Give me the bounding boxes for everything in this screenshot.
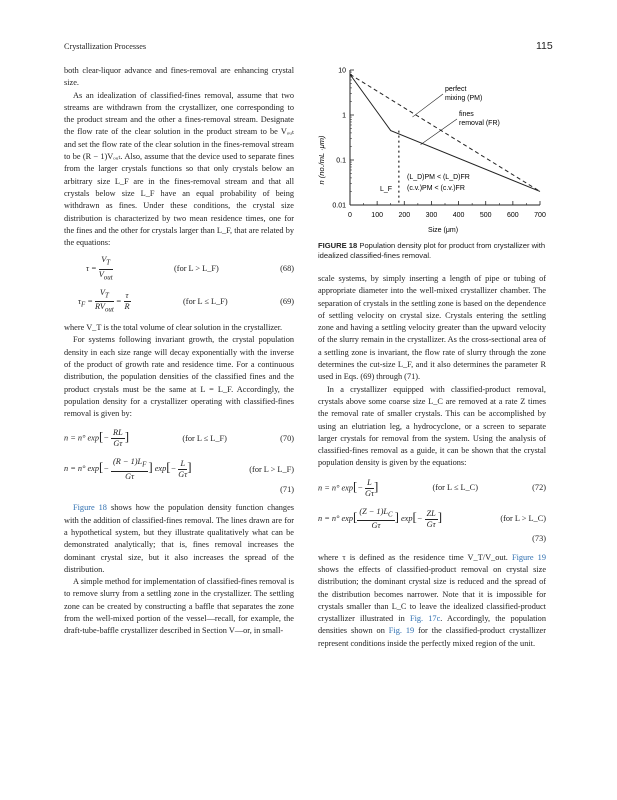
pm-leader-line — [412, 94, 443, 117]
fr-leader-line — [421, 119, 457, 145]
label-fines-removal-1: fines — [459, 111, 474, 118]
eq-condition: (for L > L_F) — [249, 464, 294, 474]
paragraph: As an idealization of classified-fines removal, assume that two streams are withdrawn from the crystallizer, one corresponding to the product stream and the other a fines-removal stream. Designate the flow rate of the clear solution in the product stream to be Vₒᵤₜ and set the flow rate of the clear solution in the fines-removal stream to be (R − 1)Vₒᵤₜ. Also, assume that the device used to separate fines from the larger crystals functions so that only crystals below an arbitrary size L_F are in the fines-removal stream and that all crystals below size L_F have an equal probability of being withdrawn as fines. Under these conditions, the crystal size distribution is characterized by two mean residence times, one for the fines and the other for crystals larger than L_F, that are related by the equations: — [64, 90, 294, 248]
eq-condition: (for L > L_F) — [174, 264, 219, 274]
ineq-cv: (c.v.)PM < (c.v.)FR — [407, 185, 465, 192]
right-column — [318, 273, 546, 650]
eq-number: (69) — [280, 296, 294, 306]
page-number: 115 — [536, 40, 553, 52]
x-tick-label: 300 — [425, 212, 438, 219]
paragraph: In a crystallizer equipped with classified-product removal, crystals above some coarse size L_C are removed at a rate Z times the removal rate of smaller crystals. This can be accomplished by using an elutriation leg, a hydrocyclone, or a screen to separate larger crystals for removal from the system. Using the analysis of classified-fines removal as a guide, it can be shown that the crystal population density is given by the equations: — [318, 384, 546, 468]
ineq-ld: (L_D)PM < (L_D)FR — [407, 174, 470, 181]
label-lf: L_F — [380, 186, 393, 193]
eq-condition: (for L > L_C) — [500, 513, 546, 523]
figure-19-link[interactable]: Figure 19 — [511, 552, 546, 562]
figure-18 — [318, 60, 553, 260]
paragraph: both clear-liquor advance and fines-removal are enhancing crystal size. — [64, 66, 294, 88]
paragraph: For systems following invariant growth, the crystal population density in each size range will decay exponentially with the inverse of the product of growth rate and residence time. For a continuous distribution, the population densities of the classified fines and the product crystals must be the same at L = L_F. Accordingly, the population density for a crystallizer operating with classified-fines removal is given by: — [64, 335, 294, 419]
paragraph: shows how the population density function changes with the addition of classified-fines removal. The lines drawn are for a hypothetical system, but they illustrate qualitatively what can be demonstrated analytically; that is, fines removal increases the dominant crystal size, but it also increases the spread of the distribution. — [64, 503, 294, 574]
y-tick-label: 0.1 — [336, 157, 346, 165]
equation-71: n = n° exp[− $\frac{(R - 1)L_F}{G\tau}$ ] exp[− $\frac{L}{G\tau}$ ] (for L > L_F) — [64, 457, 294, 482]
left-column — [64, 65, 294, 638]
x-axis-label: Size (μm) — [427, 227, 459, 234]
y-tick-label: 10 — [338, 67, 346, 75]
eq-number: (70) — [280, 433, 294, 443]
equation-73: n = n° exp[ $\frac{(Z - 1)L_C}{G\tau}$ ] exp[− $\frac{ZL}{G\tau}$ ] (for L > L_C) — [318, 506, 546, 531]
x-tick-label: 700 — [534, 212, 546, 219]
caption-text: Population density plot for product from crystallizer with idealized classified-fines removal. — [318, 241, 546, 260]
x-tick-label: 0 — [348, 212, 352, 219]
figure-19-link[interactable]: Fig. 19 — [388, 626, 415, 636]
eq-number: (73) — [532, 534, 546, 544]
paragraph: where τ is defined as the residence time V_T/V_out. — [318, 552, 512, 562]
caption-label: FIGURE 18 — [318, 241, 358, 250]
population-density-chart — [318, 60, 553, 240]
paragraph: . Accordingly, the population densities shown on — [318, 614, 546, 636]
eq-number: (71) — [280, 485, 294, 495]
figure-18-link[interactable]: Figure 18 — [73, 503, 107, 513]
equation-70: n = n° exp[− $\frac{RL}{G\tau}$ ] (for L ≤ L_F) (70) — [64, 428, 294, 449]
equation-69: $\tau_F$ = $\frac{V_T}{RV_{out}}$ = $\frac{\tau}{R}$ (for L ≤ L_F) (69) — [78, 287, 294, 315]
x-tick-label: 100 — [371, 212, 383, 219]
label-fines-removal-2: removal (FR) — [459, 120, 500, 127]
eq-condition: (for L ≤ L_F) — [183, 296, 228, 306]
eq-number: (68) — [280, 264, 294, 274]
figure-17c-link[interactable]: Fig. 17c — [409, 614, 441, 624]
paragraph: A simple method for implementation of classified-fines removal is to remove slurry from a settling zone in the crystallizer. The settling zone can be created by constructing a baffle that separates the zone from the well-mixed portion of the vessel—recall, for example, the draft-tube-baffle crystallizer described in Section V—or, in small- — [64, 577, 294, 636]
y-axis-label: n (no./mL ·μm) — [317, 135, 326, 185]
label-perfect-mixing-1: perfect — [445, 86, 467, 93]
paragraph: scale systems, by simply inserting a length of pipe or tubing of appropriate diameter into the well-mixed crystallizer chamber. The separation of crystals in the settling zone is based on the dependence of settling velocity on crystal size. Crystals entering the settling zone and having a settling velocity greater than the upward velocity of the slurry remain in the crystallizer. As the cross-sectional area of a settling zone is invariant, the flow rate of slurry through the zone determines the cut-size L_F, and it also determines the parameter R used in Eqs. (69) through (71). — [318, 274, 546, 382]
paragraph: shows the effects of classified-product removal on crystal size distribution; the dominant crystal size is reduced and the spread of the distribution becomes narrower. Note that it is impossible for crystals smaller than L_C to leave the idealized classified-product crystallizer illustrated in — [318, 565, 546, 624]
paragraph: for the classified-product crystallizer represent conditions inside the perfectly mixed region of the unit. — [318, 626, 546, 648]
equation-68: τ = $\frac{V_T}{V_{out}}$ (for L > L_F) (68) — [86, 255, 294, 282]
eq-condition: (for L ≤ L_F) — [182, 433, 227, 443]
x-tick-label: 200 — [398, 212, 411, 219]
x-tick-label: 400 — [452, 212, 465, 219]
label-perfect-mixing-2: mixing (PM) — [445, 95, 483, 102]
y-tick-label: 1 — [342, 112, 346, 120]
x-tick-label: 600 — [507, 212, 519, 219]
chart-ticks — [332, 68, 546, 220]
paragraph: where V_T is the total volume of clear solution in the crystallizer. — [64, 323, 283, 333]
equation-72: n = n° exp[− $\frac{L}{G\tau}$ ] (for L ≤ L_C) (72) — [318, 477, 546, 498]
eq-condition: (for L ≤ L_C) — [432, 483, 478, 493]
y-tick-label: 0.01 — [332, 202, 346, 210]
eq-number: (72) — [532, 483, 546, 493]
figure-caption — [318, 241, 553, 260]
running-title: Crystallization Processes — [64, 42, 147, 51]
x-tick-label: 500 — [479, 212, 492, 219]
